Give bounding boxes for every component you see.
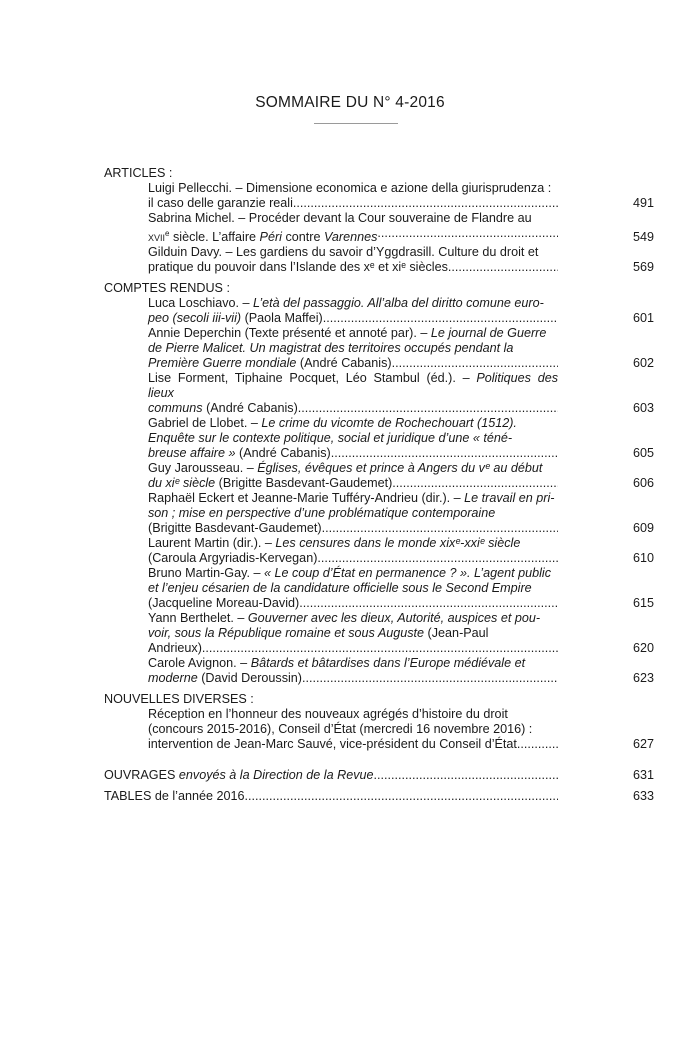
page-number: 620	[632, 641, 654, 656]
toc-entry: Guy Jarousseau. – Églises, évêques et prince à Angers du vᵉ au début du xiᵉ siècle (Brigitte Basdevant-Gaudemet) ..... 606	[104, 461, 558, 491]
toc-entry: Carole Avignon. – Bâtards et bâtardises dans l’Europe médiévale et moderne (David Deroussin) ..... 623	[104, 656, 558, 686]
page-number: 631	[632, 768, 654, 783]
entry-text: Gilduin Davy. – Les gardiens du savoir d’Yggdrasill. Culture du droit et	[148, 245, 539, 260]
toc-entry-tables: TABLES de l’année 2016 ..... 633	[104, 789, 558, 804]
articles-heading: ARTICLES :	[104, 166, 173, 180]
page-number: 603	[632, 401, 654, 416]
toc-entry: Gabriel de Llobet. – Le crime du vicomte de Rochechouart (1512). Enquête sur le contexte politique, social et juridique d’une « téné- breuse affaire » (André Cabanis) ..... 605	[104, 416, 558, 461]
comptes-rendus-heading: COMPTES RENDUS :	[104, 281, 230, 296]
page-number: 606	[632, 476, 654, 491]
toc-entry: Bruno Martin-Gay. – « Le coup d’État en permanence ? ». L’agent public et l’enjeu césarien de la candidature officielle sous le Second Empire (Jacqueline Moreau-David) ..... 615	[104, 566, 558, 611]
page-title: SOMMAIRE DU N° 4-2016	[255, 94, 445, 111]
toc-entry: Luca Loschiavo. – L’età del passaggio. All’alba del diritto comune euro- peo (secoli iii-vii) (Paola Maffei) ..... 601	[104, 296, 558, 326]
entry-text: Sabrina Michel. – Procéder devant la Cour souveraine de Flandre au	[148, 211, 532, 225]
page-number: 623	[632, 671, 654, 686]
page-number: 627	[632, 737, 654, 752]
entry-text: Luigi Pellecchi. – Dimensione economica e azione della giurisprudenza :	[148, 181, 552, 195]
page-number: 609	[632, 521, 654, 536]
toc-entry: Laurent Martin (dir.). – Les censures dans le monde xixᵉ-xxiᵉ siècle (Caroula Argyriadis-Kervegan) ..... 610	[104, 536, 558, 566]
page-number: 615	[632, 596, 654, 611]
toc-entry-ouvrages: OUVRAGES envoyés à la Direction de la Revue ..... 631	[104, 768, 558, 783]
page-number: 491	[632, 196, 654, 210]
toc-entry: Sabrina Michel. – Procéder devant la Cour souveraine de Flandre au xvii$^e$ siècle. L’affaire Péri contre Varennes ..... 549	[104, 211, 558, 245]
toc-entry: Raphaël Eckert et Jeanne-Marie Tufféry-Andrieu (dir.). – Le travail en pri- son ; mise en perspective d’une problématique contemporaine (Brigitte Basdevant-Gaudemet) ..... 609	[104, 491, 558, 536]
toc-entry: Réception en l’honneur des nouveaux agrégés d’histoire du droit (concours 2015-2016), Conseil d’État (mercredi 16 novembre 2016) : intervention de Jean-Marc Sauvé, vice-président du Conseil d’État ..... 627	[104, 707, 558, 752]
page-number: 610	[632, 551, 654, 566]
table-of-contents	[104, 166, 654, 804]
toc-entry: Yann Berthelet. – Gouverner avec les dieux, Autorité, auspices et pou- voir, sous la République romaine et sous Auguste (Jean-Paul Andrieux) ..... 620	[104, 611, 558, 656]
page-number: 633	[632, 789, 654, 804]
toc-entry: Gilduin Davy. – Les gardiens du savoir d’Yggdrasill. Culture du droit et pratique du pouvoir dans l’Islande des xᵉ et xiᵉ siècles ..... 569	[104, 245, 558, 275]
toc-entry: Luigi Pellecchi. – Dimensione economica e azione della giurisprudenza : il caso delle garanzie reali ..... 491	[104, 181, 558, 211]
page-number: 549	[632, 230, 654, 245]
page-number: 569	[632, 260, 654, 275]
toc-entry: Annie Deperchin (Texte présenté et annoté par). – Le journal de Guerre de Pierre Malicet. Un magistrat des territoires occupés pendant la Première Guerre mondiale (André Cabanis) ..... 602	[104, 326, 558, 371]
nouvelles-heading: NOUVELLES DIVERSES :	[104, 692, 254, 707]
page-number: 601	[632, 311, 654, 326]
toc-entry: Lise Forment, Tiphaine Pocquet, Léo Stambul (éd.). – Politiques des lieux communs (André Cabanis) ..... 603	[104, 371, 558, 416]
title-rule	[314, 123, 398, 124]
page-number: 605	[632, 446, 654, 461]
page-number: 602	[632, 356, 654, 371]
